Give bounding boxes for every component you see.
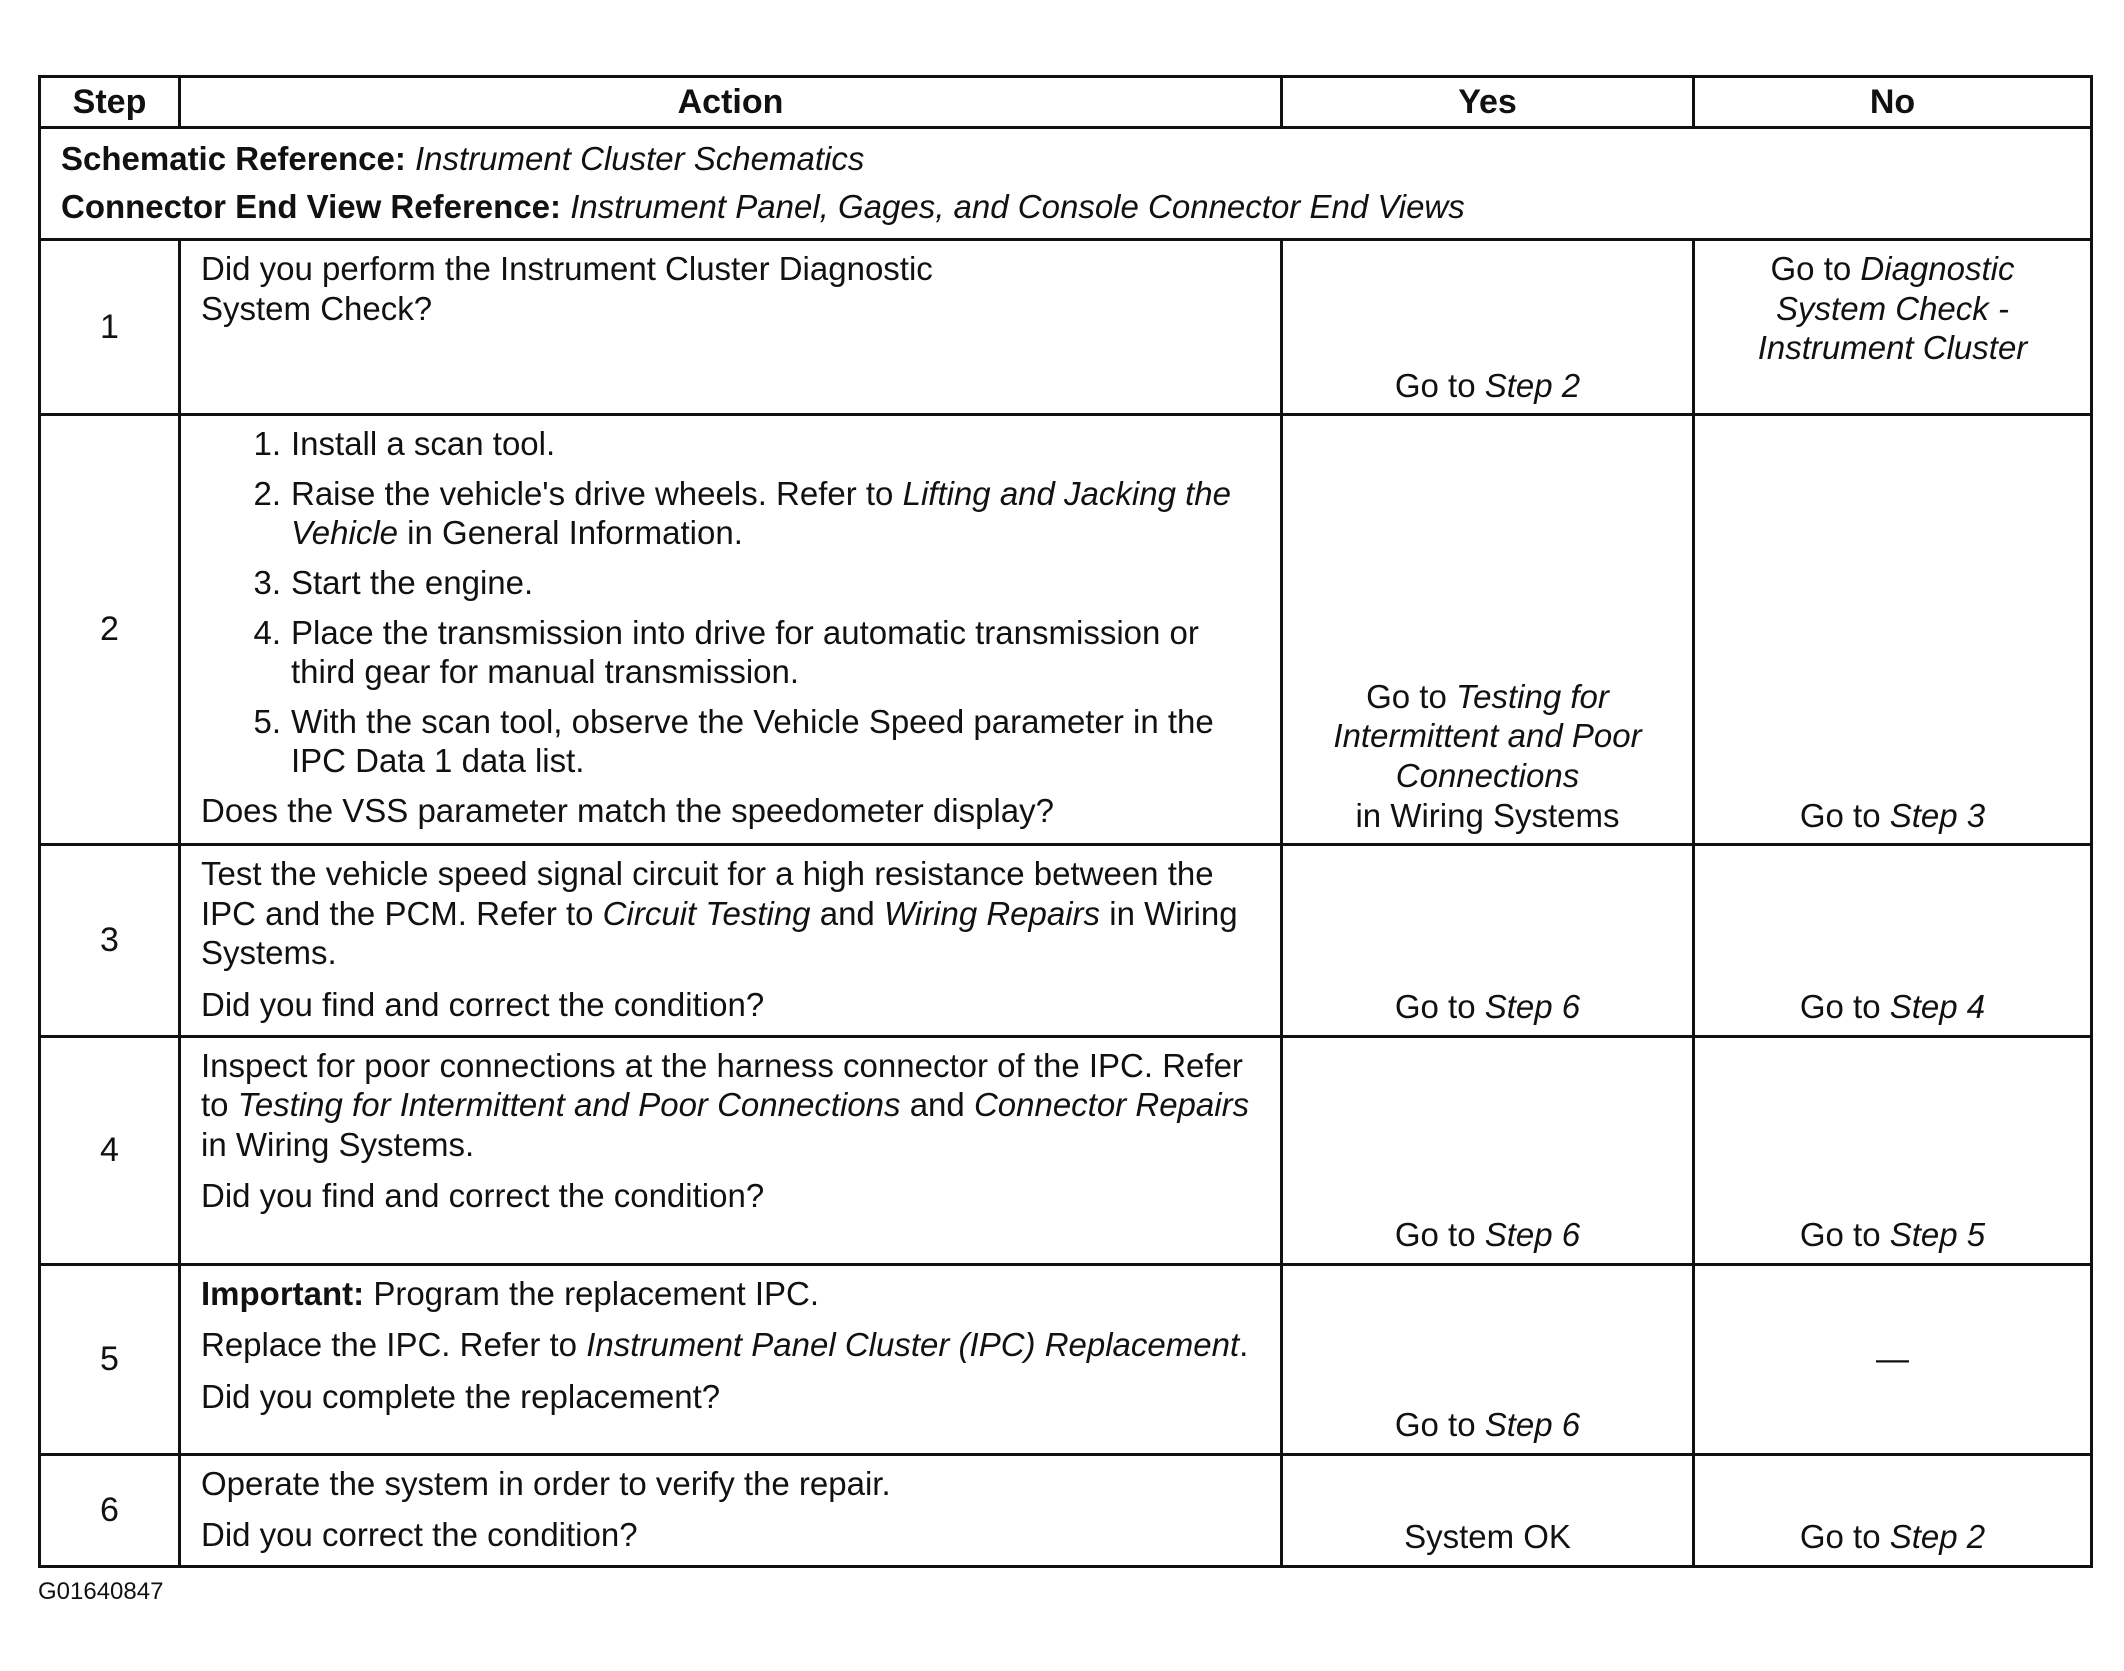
table-row xyxy=(40,845,2092,1036)
important-label: Important: xyxy=(201,1274,365,1312)
step-link[interactable]: Step 6 xyxy=(1484,1405,1581,1443)
action-cell xyxy=(180,1036,1282,1264)
table-row xyxy=(40,415,2092,845)
yes-result: Go to Step 6 xyxy=(1394,1215,1581,1253)
header-step: Step xyxy=(40,77,180,128)
header-yes: Yes xyxy=(1282,77,1694,128)
step-number: 6 xyxy=(40,1454,180,1566)
question-text: Did you complete the replacement? xyxy=(201,1377,721,1415)
schematic-reference-link[interactable]: Instrument Cluster Schematics xyxy=(415,140,865,177)
no-cell xyxy=(1694,415,2092,845)
no-result: Go to Step 3 xyxy=(1799,796,1986,834)
connector-reference xyxy=(61,187,2070,227)
header-no: No xyxy=(1694,77,2092,128)
step-number: 2 xyxy=(40,415,180,845)
question-text: Did you find and correct the condition? xyxy=(201,1177,765,1215)
question-text: Does the VSS parameter match the speedometer display? xyxy=(201,791,1054,829)
procedure-link[interactable]: Connector Repairs xyxy=(973,1086,1250,1124)
figure-id: G01640847 xyxy=(38,1578,164,1605)
procedure-link[interactable]: Instrument Panel Cluster (IPC) Replacement xyxy=(586,1326,1240,1364)
connector-reference-label: Connector End View Reference: xyxy=(61,187,562,225)
no-cell xyxy=(1694,240,2092,415)
yes-cell xyxy=(1282,845,1694,1036)
table-row xyxy=(40,1454,2092,1566)
schematic-reference xyxy=(61,139,2070,179)
procedure-list xyxy=(201,424,1264,781)
no-cell xyxy=(1694,1454,2092,1566)
no-cell xyxy=(1694,1036,2092,1264)
action-cell xyxy=(180,240,1282,415)
list-item: 2. Raise the vehicle's drive wheels. Refer to Lifting and Jacking the Vehicle in General Information. xyxy=(253,474,1231,552)
yes-result: Go to Step 2 xyxy=(1394,366,1581,404)
step-link[interactable]: Step 6 xyxy=(1484,1215,1581,1253)
yes-cell xyxy=(1282,1036,1694,1264)
list-item: 3. Start the engine. xyxy=(253,563,534,601)
no-result: Go to Step 4 xyxy=(1799,987,1986,1025)
step-link[interactable]: Step 4 xyxy=(1889,987,1986,1025)
reference-row xyxy=(40,128,2092,240)
step-number: 3 xyxy=(40,845,180,1036)
list-item: 4. Place the transmission into drive for automatic transmission or third gear for manual transmission. xyxy=(253,613,1199,691)
yes-cell xyxy=(1282,1264,1694,1454)
connector-reference-link[interactable]: Instrument Panel, Gages, and Console Connector End Views xyxy=(570,187,1465,225)
schematic-reference-label: Schematic Reference: xyxy=(61,140,406,177)
question-text: Did you find and correct the condition? xyxy=(201,985,765,1023)
step-link[interactable]: Step 6 xyxy=(1484,987,1581,1025)
action-cell xyxy=(180,1454,1282,1566)
procedure-link[interactable]: Testing for Intermittent and Poor Connections xyxy=(1333,677,1642,794)
yes-result: System OK xyxy=(1404,1518,1571,1556)
no-result-dash: — xyxy=(1876,1340,1909,1378)
step-link[interactable]: Step 5 xyxy=(1889,1215,1986,1253)
action-text: Replace the IPC. Refer to Instrument Panel Cluster (IPC) Replacement. xyxy=(201,1326,1249,1364)
yes-result: Go to Step 6 xyxy=(1394,1405,1581,1443)
step-link[interactable]: Step 3 xyxy=(1889,796,1986,834)
action-text: Inspect for poor connections at the harness connector of the IPC. Refer to Testing for Intermittent and Poor Connections and Connector Repairs in Wiring Systems. xyxy=(201,1046,1250,1163)
procedure-link[interactable]: Testing for Intermittent and Poor Connections xyxy=(237,1086,901,1124)
no-result: Go to Diagnostic System Check - Instrument Cluster xyxy=(1757,250,2028,367)
step-number: 5 xyxy=(40,1264,180,1454)
no-cell xyxy=(1694,1264,2092,1454)
step-link[interactable]: Step 2 xyxy=(1484,366,1581,404)
yes-result: Go to Testing for Intermittent and Poor Connections in Wiring Systems xyxy=(1333,677,1642,834)
step-number: 4 xyxy=(40,1036,180,1264)
table-row xyxy=(40,240,2092,415)
yes-cell xyxy=(1282,415,1694,845)
action-cell xyxy=(180,415,1282,845)
table-row xyxy=(40,1264,2092,1454)
no-result: Go to Step 5 xyxy=(1799,1215,1986,1253)
no-result: Go to Step 2 xyxy=(1799,1518,1986,1556)
reference-cell xyxy=(40,128,2092,240)
procedure-link[interactable]: Lifting and Jacking the Vehicle xyxy=(291,474,1231,552)
list-item: 1. Install a scan tool. xyxy=(253,425,556,463)
action-text: Test the vehicle speed signal circuit for a high resistance between the IPC and the PCM. Refer to Circuit Testing and Wiring Repairs in Wiring Systems. xyxy=(201,855,1238,972)
procedure-link[interactable]: Wiring Repairs xyxy=(883,894,1101,932)
step-number: 1 xyxy=(40,240,180,415)
diagnostic-table xyxy=(38,75,2093,1568)
yes-cell xyxy=(1282,1454,1694,1566)
question-text: Did you correct the condition? xyxy=(201,1516,638,1554)
action-text: Operate the system in order to verify the repair. xyxy=(201,1464,891,1502)
action-cell xyxy=(180,845,1282,1036)
diagnostic-document xyxy=(38,75,2090,1568)
no-cell xyxy=(1694,845,2092,1036)
procedure-link[interactable]: Diagnostic System Check - Instrument Cluster xyxy=(1757,250,2028,367)
important-note: Important: Program the replacement IPC. xyxy=(201,1274,820,1312)
header-row xyxy=(40,77,2092,128)
yes-result: Go to Step 6 xyxy=(1394,987,1581,1025)
action-text: Did you perform the Instrument Cluster Diagnostic System Check? xyxy=(201,250,933,327)
procedure-link[interactable]: Circuit Testing xyxy=(602,894,811,932)
yes-cell xyxy=(1282,240,1694,415)
header-action: Action xyxy=(180,77,1282,128)
action-cell xyxy=(180,1264,1282,1454)
step-link[interactable]: Step 2 xyxy=(1889,1518,1986,1556)
table-row xyxy=(40,1036,2092,1264)
list-item: 5. With the scan tool, observe the Vehicle Speed parameter in the IPC Data 1 data list. xyxy=(253,702,1214,780)
